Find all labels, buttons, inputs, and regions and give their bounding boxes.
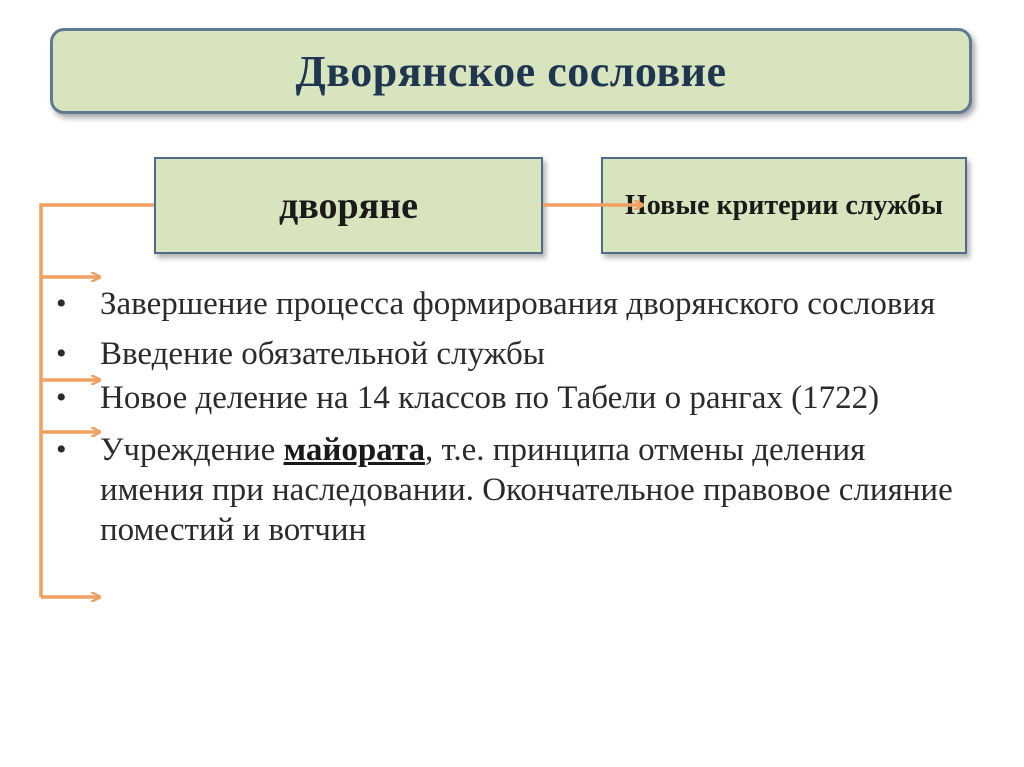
bullet-text: Введение обязательной службы bbox=[100, 336, 545, 372]
bullet-list bbox=[56, 284, 956, 558]
service-criteria-label: Новые критерии службы bbox=[625, 189, 943, 221]
bullet-text: Завершение процесса формирования дворянского сословия bbox=[100, 286, 936, 322]
service-criteria-box bbox=[601, 157, 967, 254]
list-item bbox=[56, 334, 956, 374]
nobles-label: дворяне bbox=[279, 184, 418, 227]
bullet-text: Новое деление на 14 классов по Табели о рангах (1722) bbox=[100, 380, 880, 416]
bullet-glyph: • bbox=[56, 337, 67, 370]
nobles-box bbox=[154, 157, 543, 254]
bullet-text-after: , т.е. принципа отмены деления имения при наследовании. Окончательное правовое слияние поместий и вотчин bbox=[100, 432, 953, 548]
majorat-term: майората bbox=[283, 432, 425, 468]
bullet-glyph: • bbox=[56, 433, 67, 466]
bullet-glyph: • bbox=[56, 381, 67, 414]
list-item bbox=[56, 378, 956, 418]
bullet-text-before: Учреждение bbox=[100, 432, 284, 468]
slide-title: Дворянское сословие bbox=[295, 46, 727, 96]
list-item bbox=[56, 284, 956, 324]
title-banner bbox=[50, 28, 972, 114]
bullet-glyph: • bbox=[56, 287, 67, 320]
list-item bbox=[56, 430, 956, 550]
